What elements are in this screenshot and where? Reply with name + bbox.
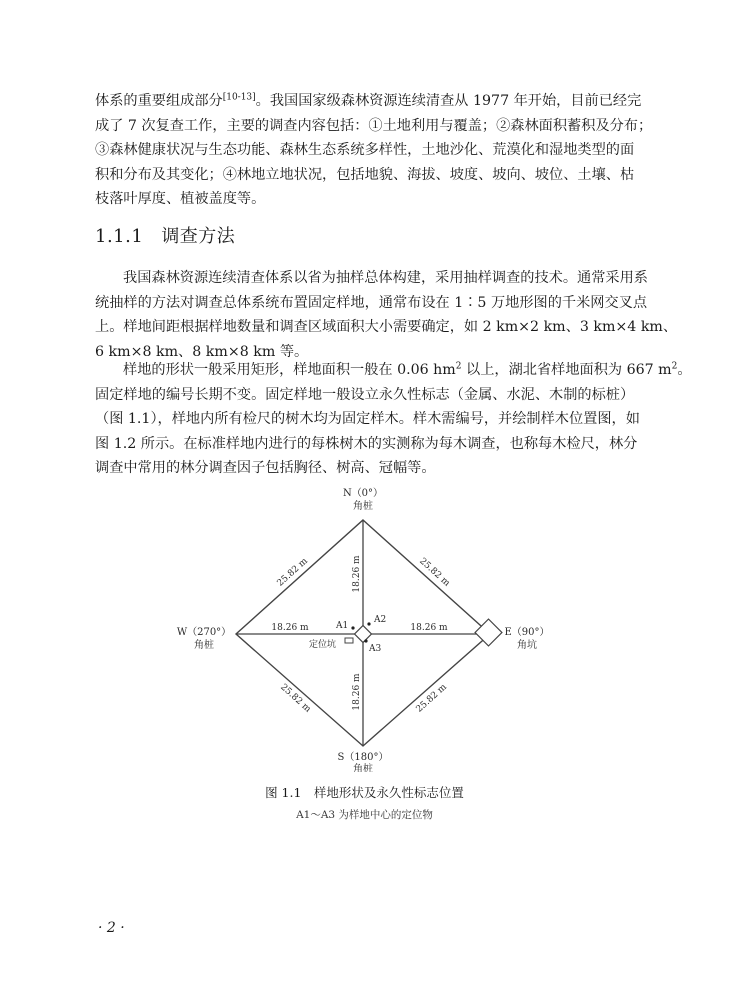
paragraph-line: 调查中常用的林分调查因子包括胸径、树高、冠幅等。 [95,460,436,477]
east-half-diagonal-label: 18.26 m [410,623,448,633]
west-sub-label: 角桩 [194,640,214,651]
marker-a3-label: A3 [369,644,382,654]
locating-pit-label: 定位坑 [308,640,336,650]
south-half-diagonal-label: 18.26 m [352,673,362,711]
marker-a1-dot [351,626,354,629]
section-title: 调查方法 [161,226,236,247]
paragraph-line: 上。样地间距根据样地数量和调查区域面积大小需要确定，如 2 km×2 km、3 km×4 km、 [95,319,678,336]
paragraph-line: 样地的形状一般采用矩形，样地面积一般在 0.06 $hm^2$ 以上，湖北省样地面积为 667 $m^2$。 [123,361,692,378]
paragraph-line: 我国森林资源连续清查体系以省为抽样总体构建，采用抽样调查的技术。通常采用系 [123,270,648,286]
paragraph-line: 成了 7 次复查工作，主要的调查内容包括：①土地利用与覆盖；②森林面积蓄积及分布； [95,117,653,134]
south-label: S（180°） [337,752,389,763]
west-half-diagonal-label: 18.26 m [271,623,309,633]
east-sub-label: 角坑 [517,640,537,651]
south-sub-label: 角桩 [353,764,373,772]
marker-a2-label: A2 [374,615,387,625]
marker-a2-dot [367,622,370,625]
figure-note: A1～A3 为样地中心的定位物 [296,809,433,821]
paragraph-line: 体系的重要组成部分[10-13]。我国国家级森林资源连续清查从 1977 年开始，目前已经完 [95,92,642,109]
section-number: 1.1.1 [95,226,144,247]
paragraph-line: ③森林健康状况与生态功能、森林生态系统多样性，土地沙化、荒漠化和湿地类型的面 [95,142,635,159]
citation: [10-13] [222,92,256,103]
west-label: W（270°） [176,627,232,638]
paragraph-line: （图 1.1），样地内所有检尺的树木均为固定样木。样木需编号，并绘制样木位置图，如 [95,411,640,428]
paragraph-3 [95,358,692,481]
paragraph-line: 积和分布及其变化；④林地立地状况，包括地貌、海拔、坡度、坡向、坡位、土壤、枯 [95,166,635,183]
locating-pit [345,638,353,643]
figure-caption: 图 1.1 样地形状及永久性标志位置 [265,785,464,800]
section-heading [95,222,235,248]
paragraph-1 [95,89,653,212]
paragraph-line: 枝落叶厚度、植被盖度等。 [95,191,266,208]
nw-side-label: 25.82 m [275,556,310,589]
marker-a1-label: A1 [336,621,349,631]
paragraph-line: 6 km×8 km、8 km×8 km 等。 [95,343,309,360]
north-sub-label: 角桩 [353,501,373,512]
paragraph-line: 统抽样的方法对调查总体系统布置固定样地，通常布设在 1∶5 万地形图的千米网交叉点 [95,294,648,311]
ne-side-label: 25.82 m [417,556,452,589]
se-side-label: 25.82 m [414,682,449,715]
page-number: · 2 · [98,920,125,936]
sw-side-label: 25.82 m [278,682,313,715]
plot-layout-diagram [170,482,560,772]
marker-a3-dot [364,639,367,642]
paragraph-2 [95,266,678,364]
east-label: E（90°） [504,627,550,638]
paragraph-line: 图 1.2 所示。在标准样地内进行的每株树木的实测称为每木调查，也称每木检尺，林分 [95,435,638,452]
paragraph-line: 固定样地的编号长期不变。固定样地一般设立永久性标志（金属、水泥、木制的标桩） [95,386,635,403]
north-half-diagonal-label: 18.26 m [352,555,362,593]
north-label: N（0°） [342,488,384,499]
